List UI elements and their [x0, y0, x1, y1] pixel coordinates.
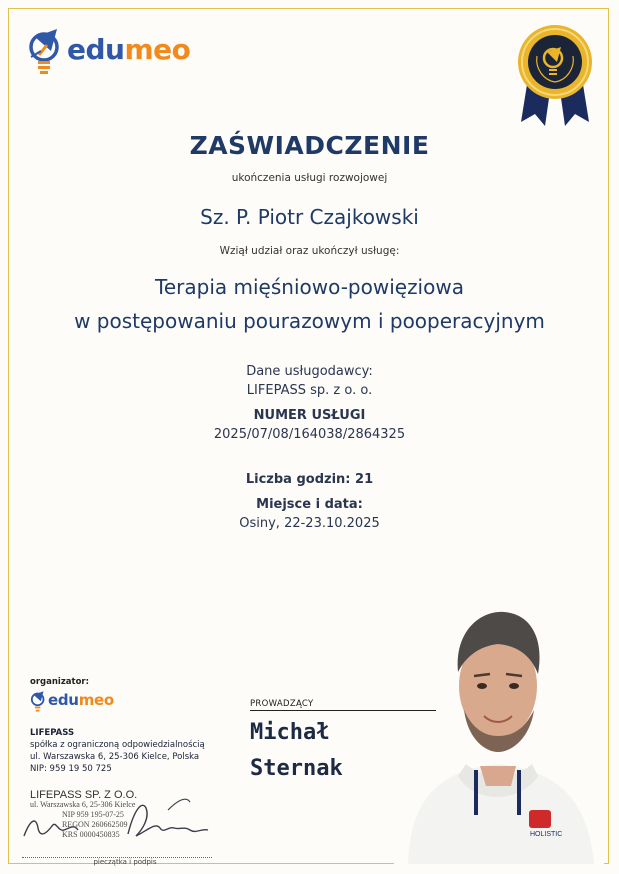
- organizer-details: [30, 727, 205, 775]
- medal-badge-icon: [515, 22, 595, 128]
- organizer-logo: [30, 690, 120, 718]
- participation-text: Wziął udział oraz ukończył usługę:: [219, 245, 400, 257]
- lightbulb-rocket-icon: [30, 690, 48, 716]
- organizer-line-3: NIP: 959 19 50 725: [30, 764, 112, 774]
- lightbulb-rocket-icon: [27, 27, 67, 83]
- leader-last-name: Sternak: [250, 756, 343, 781]
- leader-name: [250, 715, 343, 787]
- service-number-block: [0, 406, 619, 444]
- provider-label: Dane usługodawcy:: [246, 364, 373, 379]
- provider-value: LIFEPASS sp. z o. o.: [246, 383, 373, 398]
- leader-label: PROWADZĄCY: [250, 699, 314, 709]
- signature-label: pieczątka i podpis: [93, 858, 157, 866]
- stamp-head: LIFEPASS SP. Z O.O.: [30, 789, 138, 801]
- course-title-line-1: Terapia mięśniowo-powięziowa: [155, 275, 464, 299]
- course-title-line-2: w postępowaniu pourazowym i pooperacyjnym: [74, 309, 545, 333]
- leader-photo: [394, 600, 604, 864]
- organizer-name: LIFEPASS: [30, 728, 75, 738]
- place-date-value: Osiny, 22-23.10.2025: [239, 516, 380, 531]
- stamp-line-2: NIP 959 195-07-25: [62, 810, 124, 819]
- organizer-label: organizator:: [30, 677, 89, 687]
- organizer-line-2: ul. Warszawska 6, 25-306 Kielce, Polska: [30, 752, 200, 762]
- hours-label: Liczba godzin: 21: [245, 472, 374, 487]
- shirt-logo: HOLISTIC: [530, 831, 563, 838]
- provider-block: [0, 362, 619, 400]
- stamp-line-1: ul. Warszawska 6, 25-306 Kielce: [30, 800, 136, 809]
- leader-divider: [250, 710, 436, 711]
- organizer-line-1: spółka z ograniczoną odpowiedzialnością: [30, 740, 205, 750]
- certificate-title: ZAŚWIADCZENIE: [189, 131, 430, 160]
- handwritten-signature: [18, 790, 228, 850]
- edumeo-logo: [27, 27, 202, 83]
- organizer-logo-text: edumeo: [48, 691, 114, 709]
- logo-text: edumeo: [67, 33, 191, 66]
- place-date-block: [0, 495, 619, 533]
- stamp-line-3: REGON 260662509: [62, 820, 128, 829]
- certificate-subtitle: ukończenia usługi rozwojowej: [231, 172, 388, 184]
- stamp-line-4: KRS 0000450835: [62, 830, 120, 839]
- service-number-label: NUMER USŁUGI: [253, 408, 366, 423]
- recipient-name: Sz. P. Piotr Czajkowski: [200, 205, 419, 229]
- service-number-value: 2025/07/08/164038/2864325: [213, 427, 406, 442]
- leader-first-name: Michał: [250, 720, 330, 745]
- course-title: [0, 270, 619, 338]
- place-date-label: Miejsce i data:: [256, 497, 363, 512]
